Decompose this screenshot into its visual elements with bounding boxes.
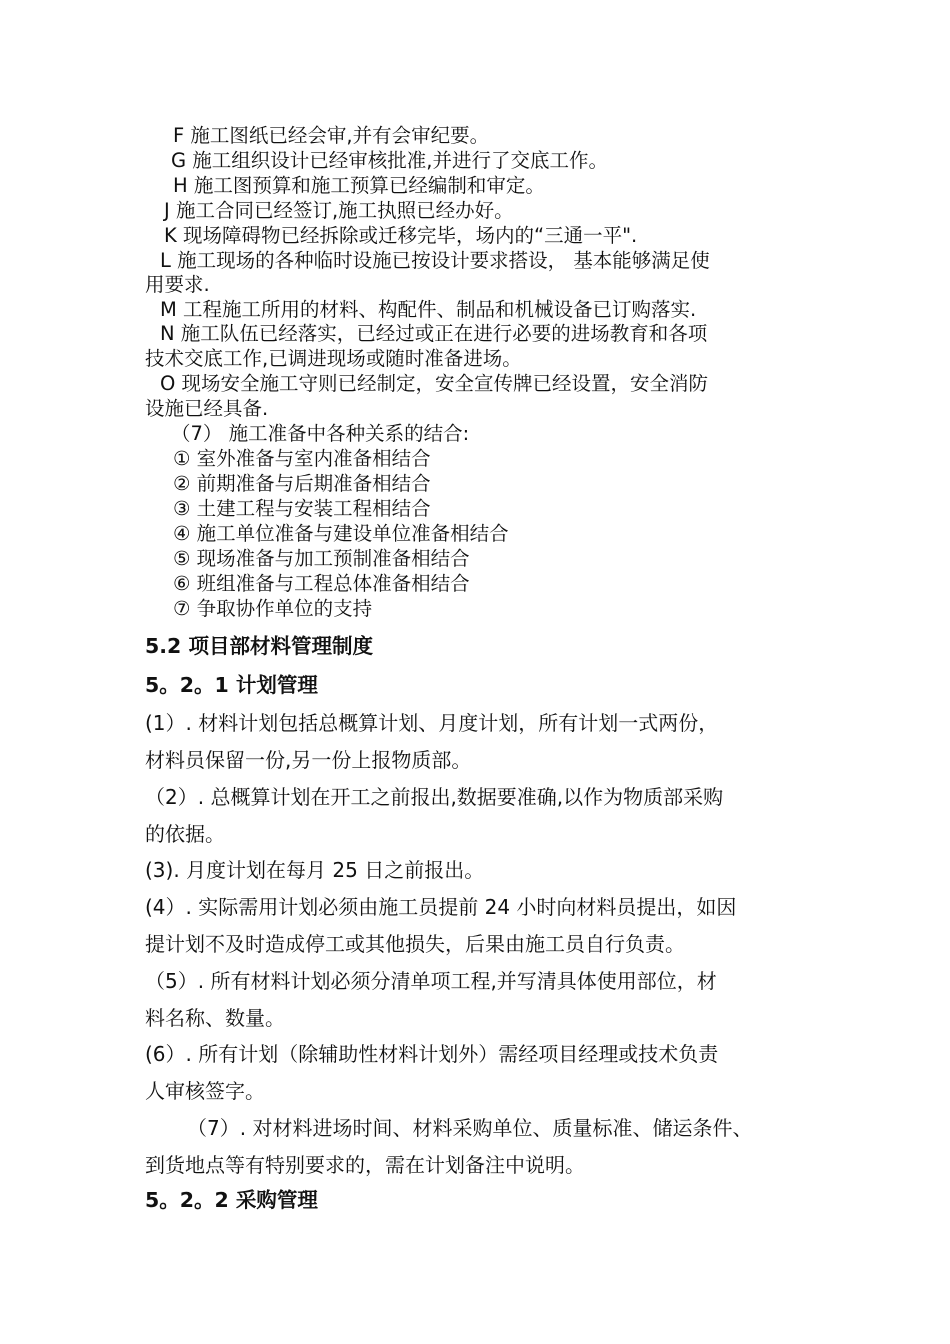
list-item: O 现场安全施工守则已经制定，安全宣传牌已经设置，安全消防 bbox=[160, 372, 709, 395]
paragraph-line: 料名称、数量。 bbox=[145, 1006, 285, 1030]
list-item: L 施工现场的各种临时设施已按设计要求搭设， 基本能够满足使 bbox=[160, 249, 710, 272]
list-item: F 施工图纸已经会审,并有会审纪要。 bbox=[173, 124, 490, 147]
list-item-continued: 技术交底工作,已调进现场或随时准备进场。 bbox=[145, 347, 522, 370]
list-item-continued: 用要求. bbox=[145, 273, 210, 296]
list-item: H 施工图预算和施工预算已经编制和审定。 bbox=[173, 174, 545, 197]
paragraph-line: （2）. 总概算计划在开工之前报出,数据要准确,以作为物质部采购 bbox=[145, 785, 724, 809]
list-item: G 施工组织设计已经审核批准,并进行了交底工作。 bbox=[171, 149, 609, 172]
list-item: M 工程施工所用的材料、构配件、制品和机械设备已订购落实. bbox=[160, 298, 697, 321]
list-item: N 施工队伍已经落实，已经过或正在进行必要的进场教育和各项 bbox=[160, 322, 708, 345]
list-item: ② 前期准备与后期准备相结合 bbox=[173, 472, 431, 495]
paragraph-line: (6）. 所有计划（除辅助性材料计划外）需经项目经理或技术负责 bbox=[145, 1042, 719, 1066]
paragraph-line: 人审核签字。 bbox=[145, 1079, 265, 1103]
list-item: ⑦ 争取协作单位的支持 bbox=[173, 597, 373, 620]
list-heading: （7） 施工准备中各种关系的结合: bbox=[171, 422, 470, 445]
paragraph-line: 材料员保留一份,另一份上报物质部。 bbox=[145, 748, 472, 772]
list-item: ① 室外准备与室内准备相结合 bbox=[173, 447, 431, 470]
list-item: K 现场障碍物已经拆除或迁移完毕，场内的“三通一平". bbox=[164, 224, 638, 247]
paragraph-line: (4）. 实际需用计划必须由施工员提前 24 小时向材料员提出，如因 bbox=[145, 895, 737, 919]
subsection-title: 5。2。2 采购管理 bbox=[145, 1188, 318, 1212]
paragraph-line: 的依据。 bbox=[145, 822, 225, 846]
list-item: ③ 土建工程与安装工程相结合 bbox=[173, 497, 431, 520]
list-item: ⑤ 现场准备与加工预制准备相结合 bbox=[173, 547, 470, 570]
paragraph-line: 提计划不及时造成停工或其他损失，后果由施工员自行负责。 bbox=[145, 932, 685, 956]
list-item: ⑥ 班组准备与工程总体准备相结合 bbox=[173, 572, 470, 595]
list-item: ④ 施工单位准备与建设单位准备相结合 bbox=[173, 522, 509, 545]
paragraph-line: (1）. 材料计划包括总概算计划、月度计划，所有计划一式两份， bbox=[145, 711, 719, 735]
subsection-title: 5。2。1 计划管理 bbox=[145, 673, 318, 697]
section-title: 5.2 项目部材料管理制度 bbox=[145, 634, 373, 658]
paragraph-line: （5）. 所有材料计划必须分清单项工程,并写清具体使用部位，材 bbox=[145, 969, 717, 993]
paragraph-line: （7）. 对材料进场时间、材料采购单位、质量标准、储运条件、 bbox=[187, 1116, 753, 1140]
paragraph-line: 到货地点等有特别要求的，需在计划备注中说明。 bbox=[145, 1153, 585, 1177]
list-item: J 施工合同已经签订,施工执照已经办好。 bbox=[164, 199, 514, 222]
paragraph-line: (3). 月度计划在每月 25 日之前报出。 bbox=[145, 858, 485, 882]
list-item-continued: 设施已经具备. bbox=[145, 397, 269, 420]
